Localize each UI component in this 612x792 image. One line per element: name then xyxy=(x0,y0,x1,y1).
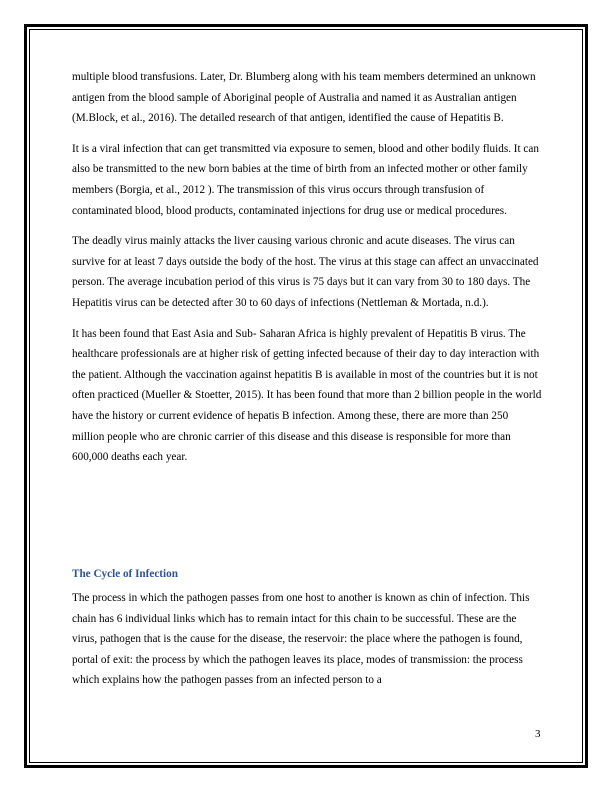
paragraph-2: It is a viral infection that can get transmitted via exposure to semen, blood and other bodily fluids. It can also be transmitted to the new born babies at the time of birth from an infected mother or other family members (Borgia, et al., 2012 ). The transmission of this virus occurs through transfusion of contaminated blood, blood products, contaminated injections for drug use or medical procedures. xyxy=(72,142,539,217)
page-number: 3 xyxy=(535,728,541,740)
section-body xyxy=(72,588,542,691)
section-heading: The Cycle of Infection xyxy=(72,568,178,580)
paragraph-3: The deadly virus mainly attacks the liver causing various chronic and acute diseases. The virus can survive for at least 7 days outside the body of the host. The virus at this stage can affect an unvaccinated person. The average incubation period of this virus is 75 days but it can vary from 30 to 180 days. The Hepatitis virus can be detected after 30 to 60 days of infections (Nettleman & Mortada, n.d.). xyxy=(72,235,539,309)
paragraph-1: multiple blood transfusions. Later, Dr. Blumberg along with his team members determined an unknown antigen from the blood sample of Aboriginal people of Australia and named it as Australian antigen (M.Block, et al., 2016). The detailed research of that antigen, identified the cause of Hepatitis B. xyxy=(72,71,536,125)
paragraph-4: It has been found that East Asia and Sub- Saharan Africa is highly prevalent of Hepatitis B virus. The healthcare professionals are at higher risk of getting infected because of their day to day interaction with the patient. Although the vaccination against hepatitis B is available in most of the countries but it is not often practiced (Mueller & Stoetter, 2015). It has been found that more than 2 billion people in the world have the history or current evidence of hepatis B infection. Among these, there are more than 250 million people who are chronic carrier of this disease and this disease is responsible for more than 600,000 deaths each year. xyxy=(72,327,542,464)
body-text xyxy=(72,67,542,478)
section-paragraph: The process in which the pathogen passes from one host to another is known as chin of infection. This chain has 6 individual links which has to remain intact for this chain to be successful. These are the virus, pathogen that is the cause for the disease, the reservoir: the place where the pathogen is found, portal of exit: the process by which the pathogen leaves its place, modes of transmission: the process which explains how the pathogen passes from an infected person to a xyxy=(72,592,530,687)
